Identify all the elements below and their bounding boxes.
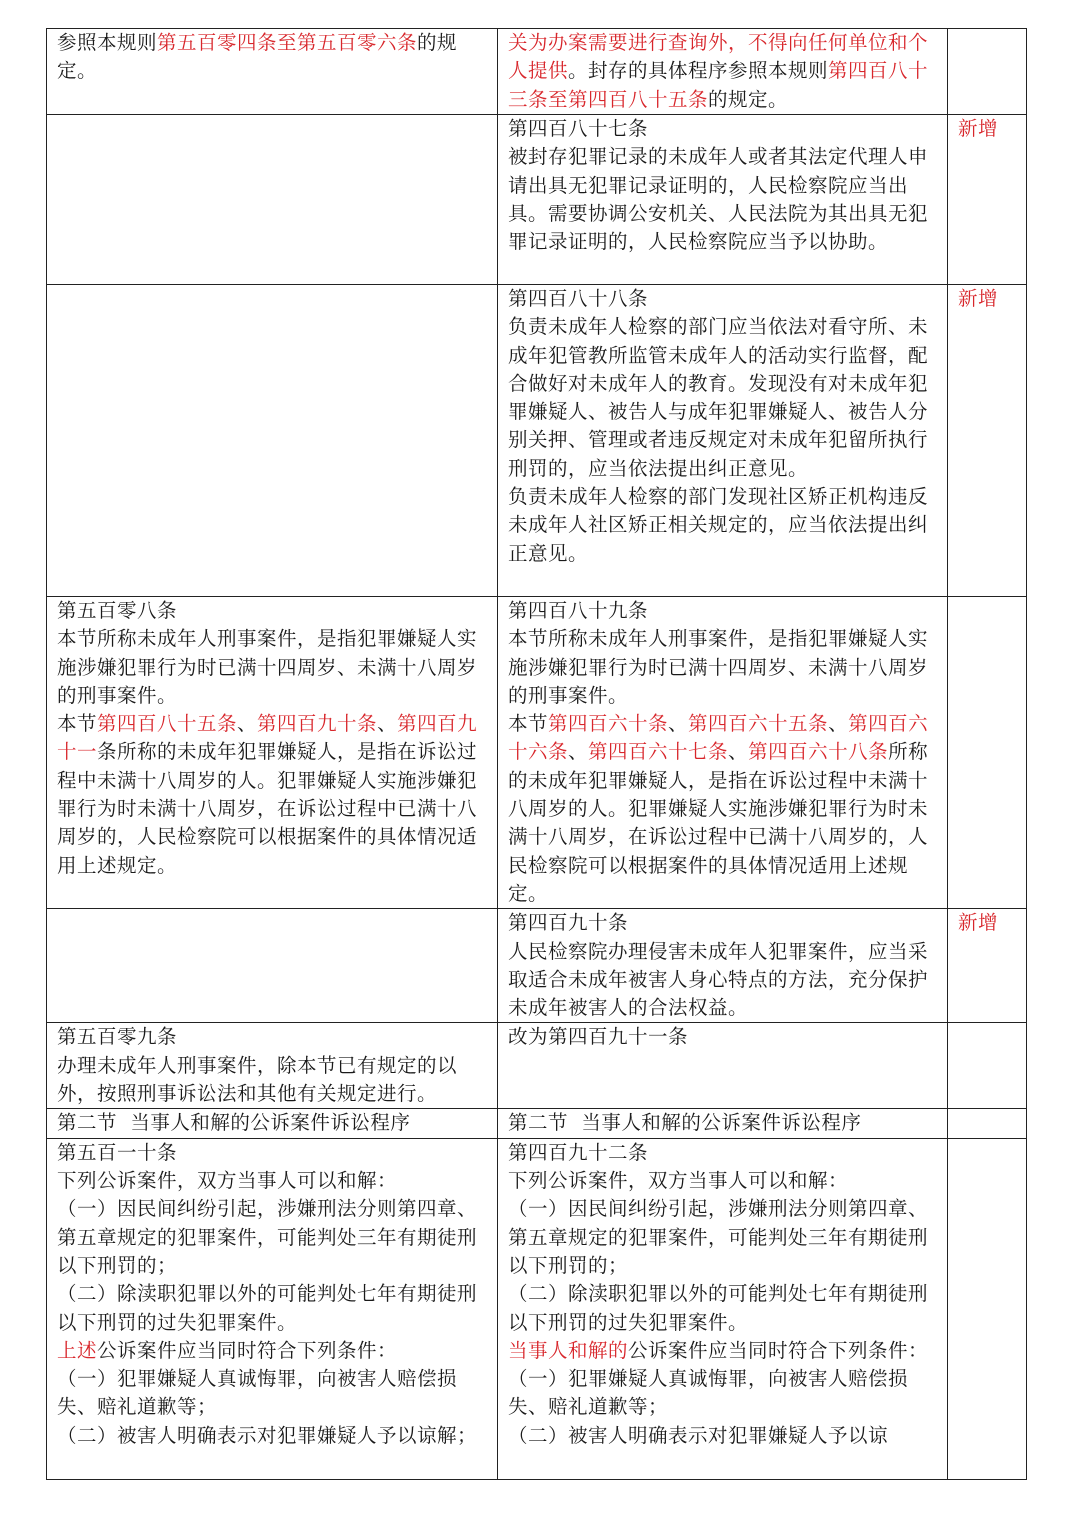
old-text-cell — [47, 115, 498, 285]
note-badge: 新增 — [958, 287, 999, 310]
paragraph: 上述公诉案件应当同时符合下列条件： — [57, 1338, 398, 1362]
old-text-cell — [47, 1109, 498, 1138]
new-text-cell — [498, 1138, 948, 1479]
table-row — [47, 285, 1027, 597]
paragraph: 负责未成年人检察的部门应当依法对看守所、未成年犯管教所监管未成年人的活动实行监督，配合做好对未成年人的教育。发现没有对未成年犯罪嫌疑人、被告人与成年犯罪嫌疑人、被告人分别关押、管理或者违反规定对未成年犯留所执行刑罚的，应当依法提出纠正意见。 — [508, 315, 929, 480]
section-heading: 第二节 当事人和解的公诉案件诉讼程序 — [508, 1111, 862, 1135]
paragraph: （二）除渎职犯罪以外的可能判处七年有期徒刑以下刑罚的过失犯罪案件。 — [508, 1282, 929, 1334]
note-cell — [948, 285, 1027, 597]
article-heading: 第四百八十九条 — [508, 599, 649, 622]
note-cell — [948, 1109, 1027, 1138]
article-heading: 第四百八十七条 — [508, 117, 649, 140]
paragraph: 被封存犯罪记录的未成年人或者其法定代理人申请出具无犯罪记录证明的，人民检察院应当出具。需要协调公安机关、人民法院为其出具无犯罪记录证明的，人民检察院应当予以协助。 — [508, 145, 929, 254]
old-text-cell — [47, 1138, 498, 1479]
paragraph: （一）犯罪嫌疑人真诚悔罪，向被害人赔偿损失、赔礼道歉等； — [508, 1367, 909, 1419]
table-row — [47, 1138, 1027, 1479]
table-row — [47, 1023, 1027, 1109]
paragraph: 人民检察院办理侵害未成年人犯罪案件，应当采取适合未成年被害人身心特点的方法，充分保护未成年被害人的合法权益。 — [508, 939, 929, 1020]
paragraph: 本节所称未成年人刑事案件，是指犯罪嫌疑人实施涉嫌犯罪行为时已满十四周岁、未满十八周岁的刑事案件。 — [508, 627, 929, 707]
paragraph: 办理未成年人刑事案件，除本节已有规定的以外，按照刑事诉讼法和其他有关规定进行。 — [57, 1053, 458, 1106]
paragraph: 改为第四百九十一条 — [508, 1025, 689, 1049]
old-text-cell — [47, 29, 498, 115]
paragraph: （一）因民间纠纷引起，涉嫌刑法分则第四章、第五章规定的犯罪案件，可能判处三年有期徒刑以下刑罚的； — [57, 1197, 478, 1277]
new-text-cell — [498, 1023, 948, 1109]
paragraph: 当事人和解的公诉案件应当同时符合下列条件： — [508, 1338, 929, 1362]
paragraph: （一）犯罪嫌疑人真诚悔罪，向被害人赔偿损失、赔礼道歉等； — [57, 1367, 458, 1419]
paragraph: 负责未成年人检察的部门发现社区矫正机构违反未成年人社区矫正相关规定的，应当依法提出纠正意见。 — [508, 485, 929, 565]
new-text-cell — [498, 285, 948, 597]
paragraph: 关为办案需要进行查询外，不得向任何单位和个人提供。封存的具体程序参照本规则第四百八十三条至第四百八十五条的规定。 — [508, 31, 929, 111]
article-heading: 第五百一十条 — [57, 1140, 178, 1164]
paragraph: 本节第四百六十条、第四百六十五条、第四百六十六条、第四百六十七条、第四百六十八条所称的未成年犯罪嫌疑人，是指在诉讼过程中未满十八周岁的人。犯罪嫌疑人实施涉嫌犯罪行为时未满十八周岁，在诉讼过程中已满十八周岁的，人民检察院可以根据案件的具体情况适用上述规定。 — [508, 712, 929, 905]
old-text-cell — [47, 597, 498, 909]
note-cell — [948, 1138, 1027, 1479]
paragraph: （一）因民间纠纷引起，涉嫌刑法分则第四章、第五章规定的犯罪案件，可能判处三年有期徒刑以下刑罚的； — [508, 1197, 929, 1277]
old-text-cell — [47, 285, 498, 597]
new-text-cell — [498, 909, 948, 1023]
paragraph: 下列公诉案件，双方当事人可以和解： — [57, 1169, 398, 1193]
old-text-cell — [47, 1023, 498, 1109]
paragraph: （二）除渎职犯罪以外的可能判处七年有期徒刑以下刑罚的过失犯罪案件。 — [57, 1282, 478, 1334]
note-badge: 新增 — [958, 117, 999, 140]
new-text-cell — [498, 115, 948, 285]
new-text-cell — [498, 597, 948, 909]
note-cell — [948, 1023, 1027, 1109]
note-cell — [948, 29, 1027, 115]
table-row — [47, 115, 1027, 285]
note-cell — [948, 909, 1027, 1023]
new-text-cell — [498, 1109, 948, 1138]
note-cell — [948, 597, 1027, 909]
table-row — [47, 29, 1027, 115]
paragraph: 本节所称未成年人刑事案件，是指犯罪嫌疑人实施涉嫌犯罪行为时已满十四周岁、未满十八周岁的刑事案件。 — [57, 627, 478, 707]
new-text-cell — [498, 29, 948, 115]
paragraph: 本节第四百八十五条、第四百九十条、第四百九十一条所称的未成年犯罪嫌疑人，是指在诉讼过程中未满十八周岁的人。犯罪嫌疑人实施涉嫌犯罪行为时未满十八周岁，在诉讼过程中已满十八周岁的，人民检察院可以根据案件的具体情况适用上述规定。 — [57, 712, 478, 877]
article-heading: 第五百零九条 — [57, 1025, 178, 1049]
paragraph: 下列公诉案件，双方当事人可以和解： — [508, 1169, 849, 1193]
comparison-table — [46, 28, 1027, 1480]
table-row — [47, 1109, 1027, 1138]
article-heading: 第四百九十二条 — [508, 1140, 649, 1164]
note-cell — [948, 115, 1027, 285]
article-heading: 第五百零八条 — [57, 599, 178, 622]
note-badge: 新增 — [958, 911, 999, 935]
table-row — [47, 597, 1027, 909]
old-text-cell — [47, 909, 498, 1023]
article-heading: 第四百九十条 — [508, 911, 629, 935]
paragraph: （二）被害人明确表示对犯罪嫌疑人予以谅 — [508, 1423, 889, 1447]
article-heading: 第四百八十八条 — [508, 287, 649, 310]
section-heading: 第二节 当事人和解的公诉案件诉讼程序 — [57, 1111, 411, 1135]
paragraph: （二）被害人明确表示对犯罪嫌疑人予以谅解； — [57, 1423, 478, 1447]
paragraph: 参照本规则第五百零四条至第五百零六条的规定。 — [57, 31, 458, 83]
table-row — [47, 909, 1027, 1023]
